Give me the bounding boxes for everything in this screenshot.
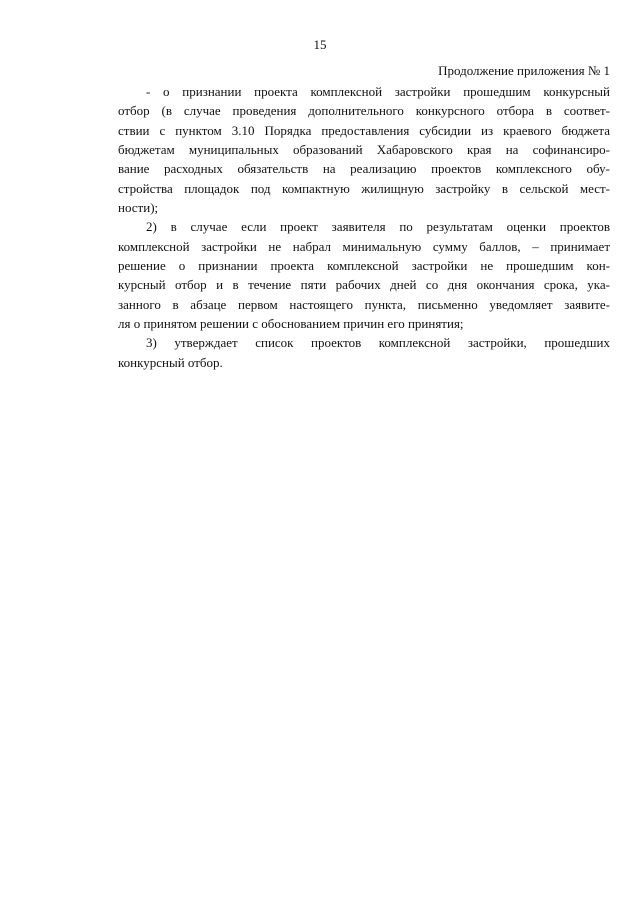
text-line: конкурсный отбор.	[118, 354, 223, 370]
text-line: ствии с пунктом 3.10 Порядка предоставления субсидии из краевого бюджета	[118, 122, 610, 138]
text-line: курсный отбор и в течение пяти рабочих дней со дня окончания срока, ука-	[118, 277, 610, 293]
text-line: 2) в случае если проект заявителя по результатам оценки проектов	[146, 219, 610, 235]
text-line: бюджетам муниципальных образований Хабаровского края на софинансиро-	[118, 142, 610, 158]
text-line: ля о принятом решении с обоснованием причин его принятия;	[118, 316, 464, 332]
text-line: стройства площадок под компактную жилищную застройку в сельской мест-	[118, 180, 610, 196]
paragraph-item-3	[118, 333, 610, 372]
document-body	[118, 82, 610, 372]
paragraph-recognition	[118, 82, 610, 217]
page-number: 15	[313, 37, 327, 52]
text-line: комплексной застройки не набрал минимальную сумму баллов, – принимает	[118, 238, 610, 254]
text-line: занного в абзаце первом настоящего пункта, письменно уведомляет заявите-	[118, 296, 610, 312]
text-line: отбор (в случае проведения дополнительного конкурсного отбора в соответ-	[118, 103, 610, 119]
text-line: вание расходных обязательств на реализацию проектов комплексного обу-	[118, 161, 610, 177]
paragraph-item-2	[118, 217, 610, 333]
text-line: решение о признании проекта комплексной застройки не прошедшим кон-	[118, 258, 610, 274]
text-line: ности);	[118, 200, 159, 216]
text-line: - о признании проекта комплексной застройки прошедшим конкурсный	[146, 84, 610, 99]
appendix-continuation-label: Продолжение приложения № 1	[438, 63, 610, 78]
text-line: 3) утверждает список проектов комплексной застройки, прошедших	[146, 335, 610, 351]
